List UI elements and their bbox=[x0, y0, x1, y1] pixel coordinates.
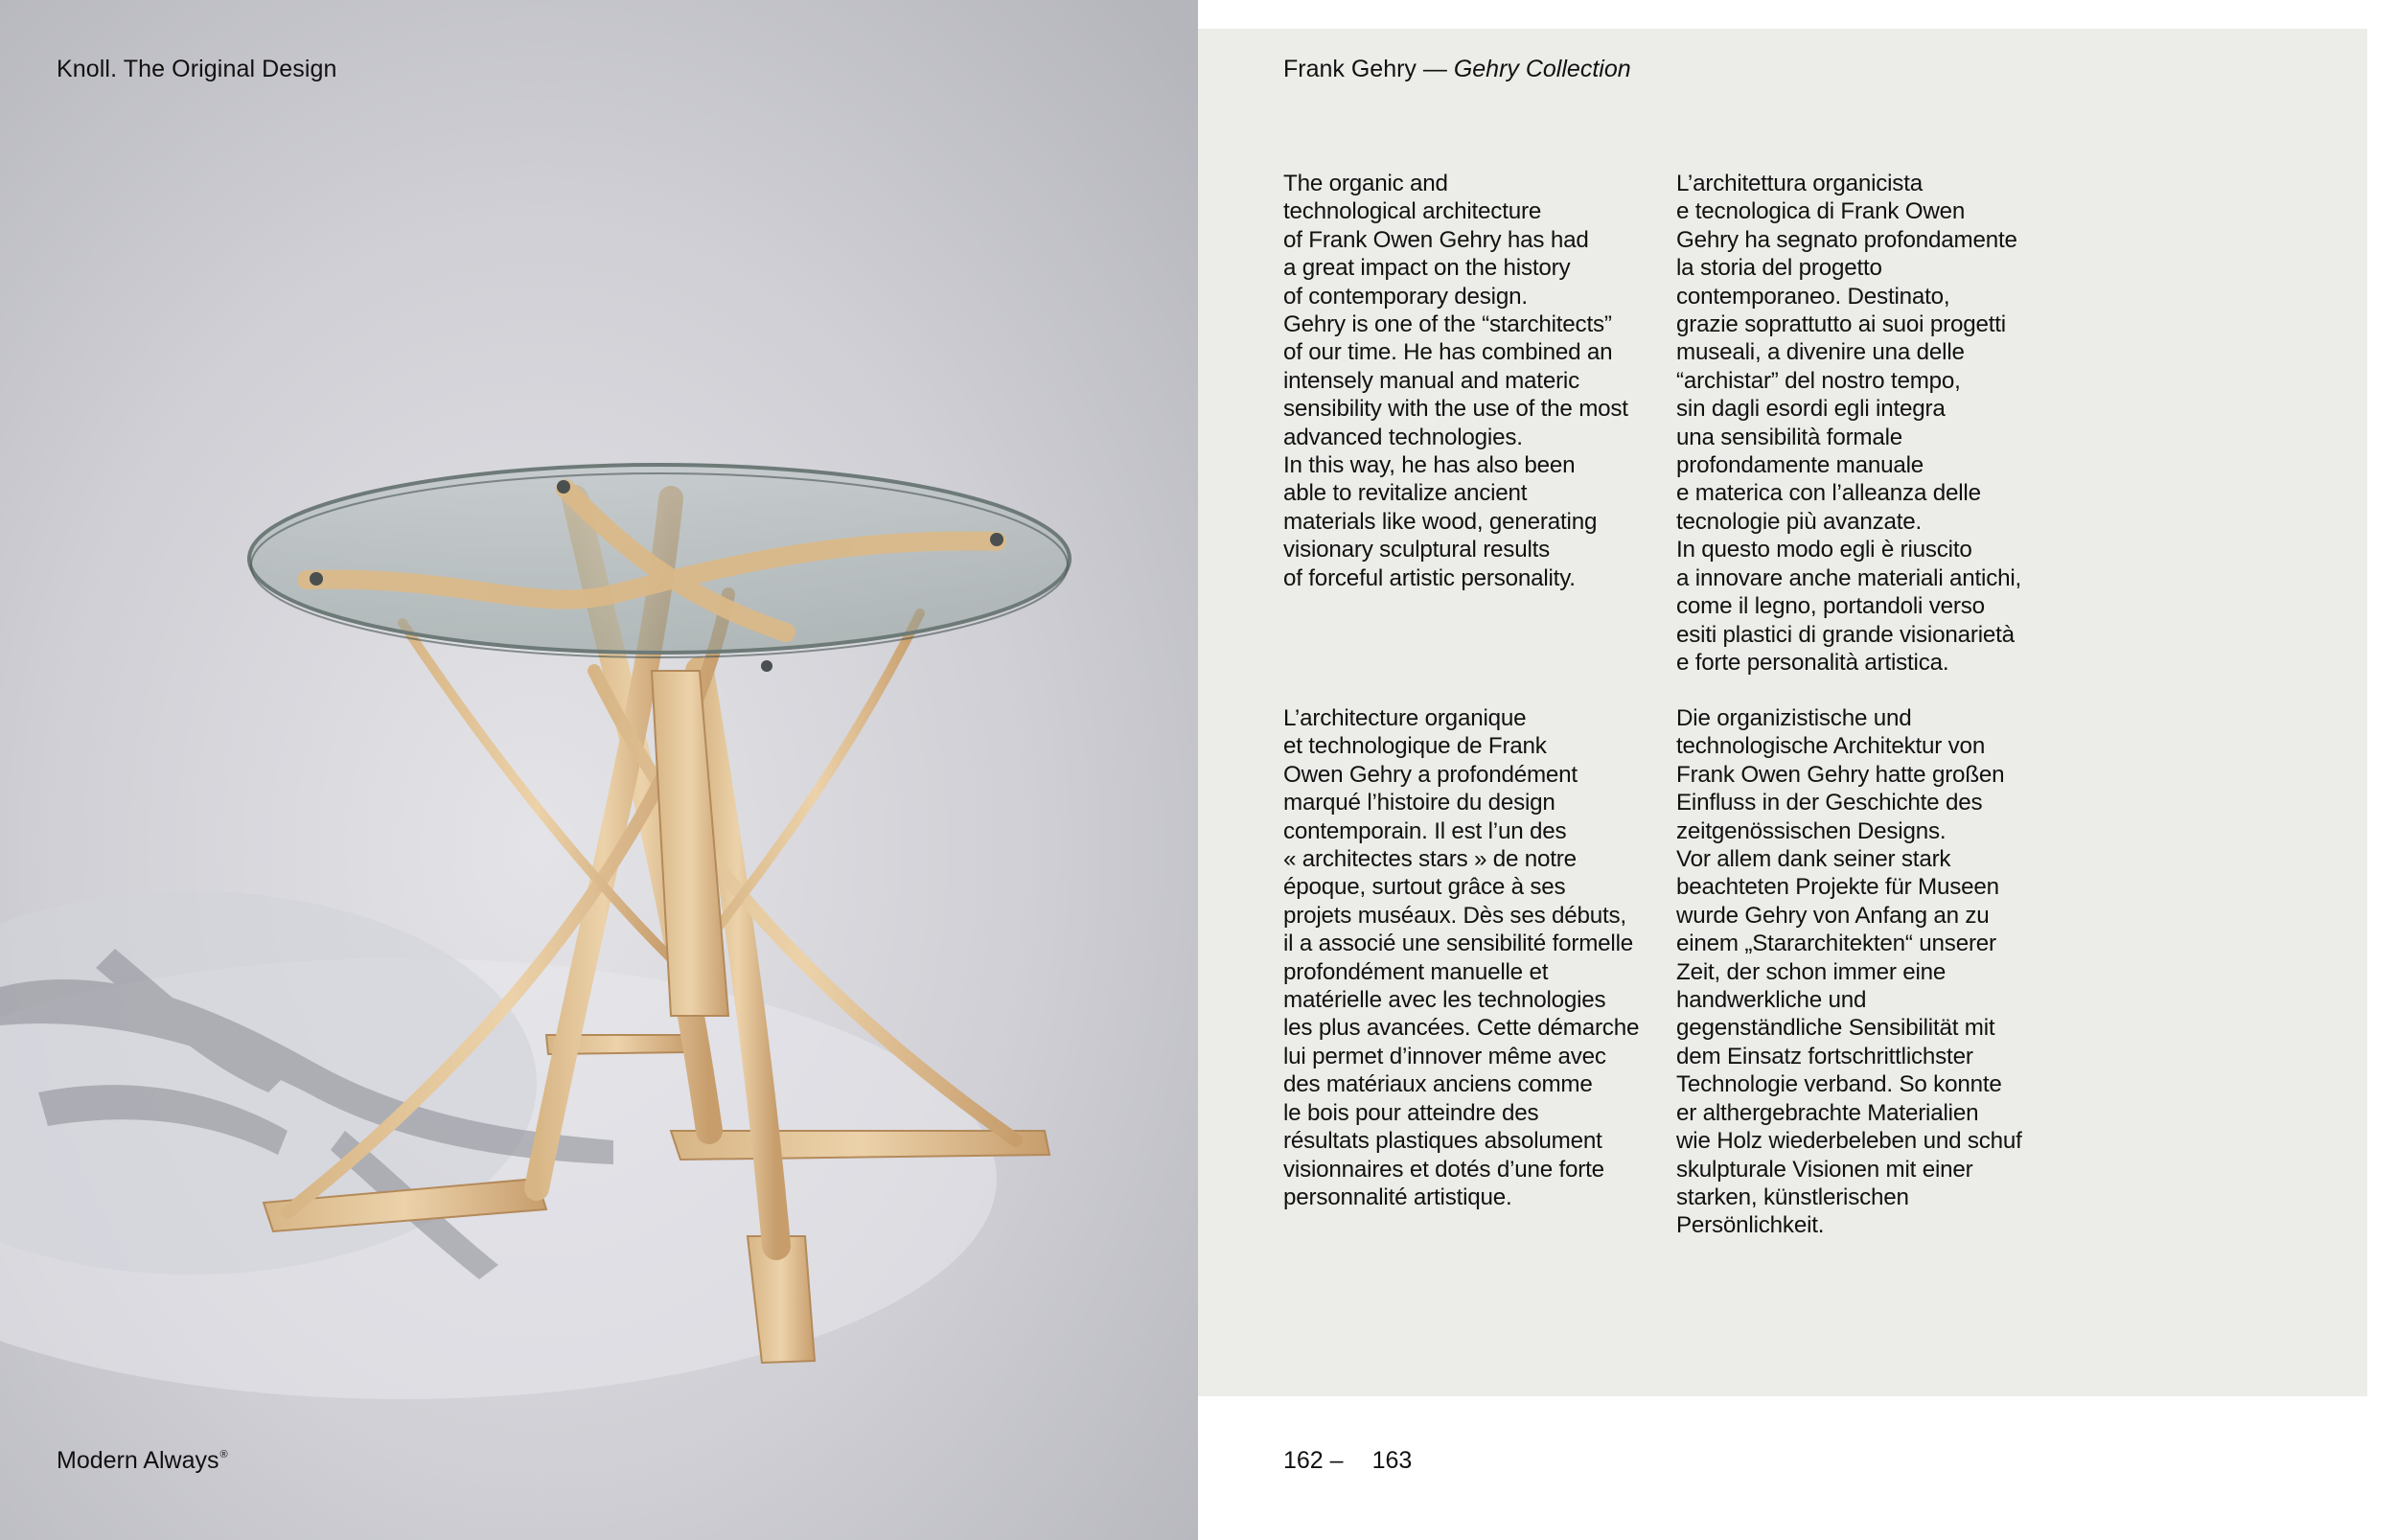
collection-name: Gehry Collection bbox=[1453, 56, 1631, 82]
page-numbers bbox=[1283, 1447, 1412, 1475]
text-italian: L’architettura organicista e tecnologica di Frank Owen Gehry ha segnato profondamente la storia del progetto contemporaneo. Destinato, grazie soprattutto ai suoi progetti museali, a divenire una delle “archistar” del nostro tempo, sin dagli esordi egli integra una sensibilità formale profondamente manuale e materica con l’alleanza delle tecnologie più avanzate. In questo modo egli è riuscito a innovare anche materiali antichi, come il legno, portandoli verso esiti plastici di grande visionarietà e forte personalità artistica. bbox=[1676, 171, 2022, 676]
text-english: The organic and technological architecture of Frank Owen Gehry has had a great impact on the history of contemporary design. Gehry is one of the “starchitects” of our time. He has combined an intensely manual and materic sensibility with the use of the most advanced technologies. In this way, he has also been able to revitalize ancient materials like wood, generating visionary sculptural results of forceful artistic personality. bbox=[1283, 171, 1628, 591]
footer-brand bbox=[57, 1447, 228, 1475]
running-head-right bbox=[1283, 56, 1631, 83]
page-number-right: 163 bbox=[1371, 1447, 1413, 1474]
running-head-left: Knoll. The Original Design bbox=[57, 56, 337, 82]
footer-brand-text: Modern Always bbox=[57, 1447, 219, 1474]
text-french: L’architecture organique et technologique de Frank Owen Gehry a profondément marqué l’histoire du design contemporain. Il est l’un des « architectes stars » de notre époque, surtout grâce à ses projets muséaux. Dès ses débuts, il a associé une sensibilité formelle profondément manuelle et matérielle avec les technologies les plus avancées. Cette démarche lui permet d’innover même avec des matériaux anciens comme le bois pour atteindre des résultats plastiques absolument visionnaires et dotés d’une forte personnalité artistique. bbox=[1283, 705, 1640, 1210]
registered-mark: ® bbox=[219, 1449, 228, 1460]
page-number-left: 162 – bbox=[1283, 1447, 1344, 1474]
author-name: Frank Gehry — bbox=[1283, 56, 1447, 82]
text-german: Die organizistische und technologische Architektur von Frank Owen Gehry hatte großen Einfluss in der Geschichte des zeitgenössischen Designs. Vor allem dank seiner stark beachteten Projekte für Museen wurde Gehry von Anfang an zu einem „Stararchitekten“ unserer Zeit, der schon immer eine handwerkliche und gegenständliche Sensibilität mit dem Einsatz fortschrittlichster Technologie verband. So konnte er althergebrachte Materialien wie Holz wiederbeleben und schuf skulpturale Visionen mit einer starken, künstlerischen Persönlichkeit. bbox=[1676, 705, 2022, 1239]
